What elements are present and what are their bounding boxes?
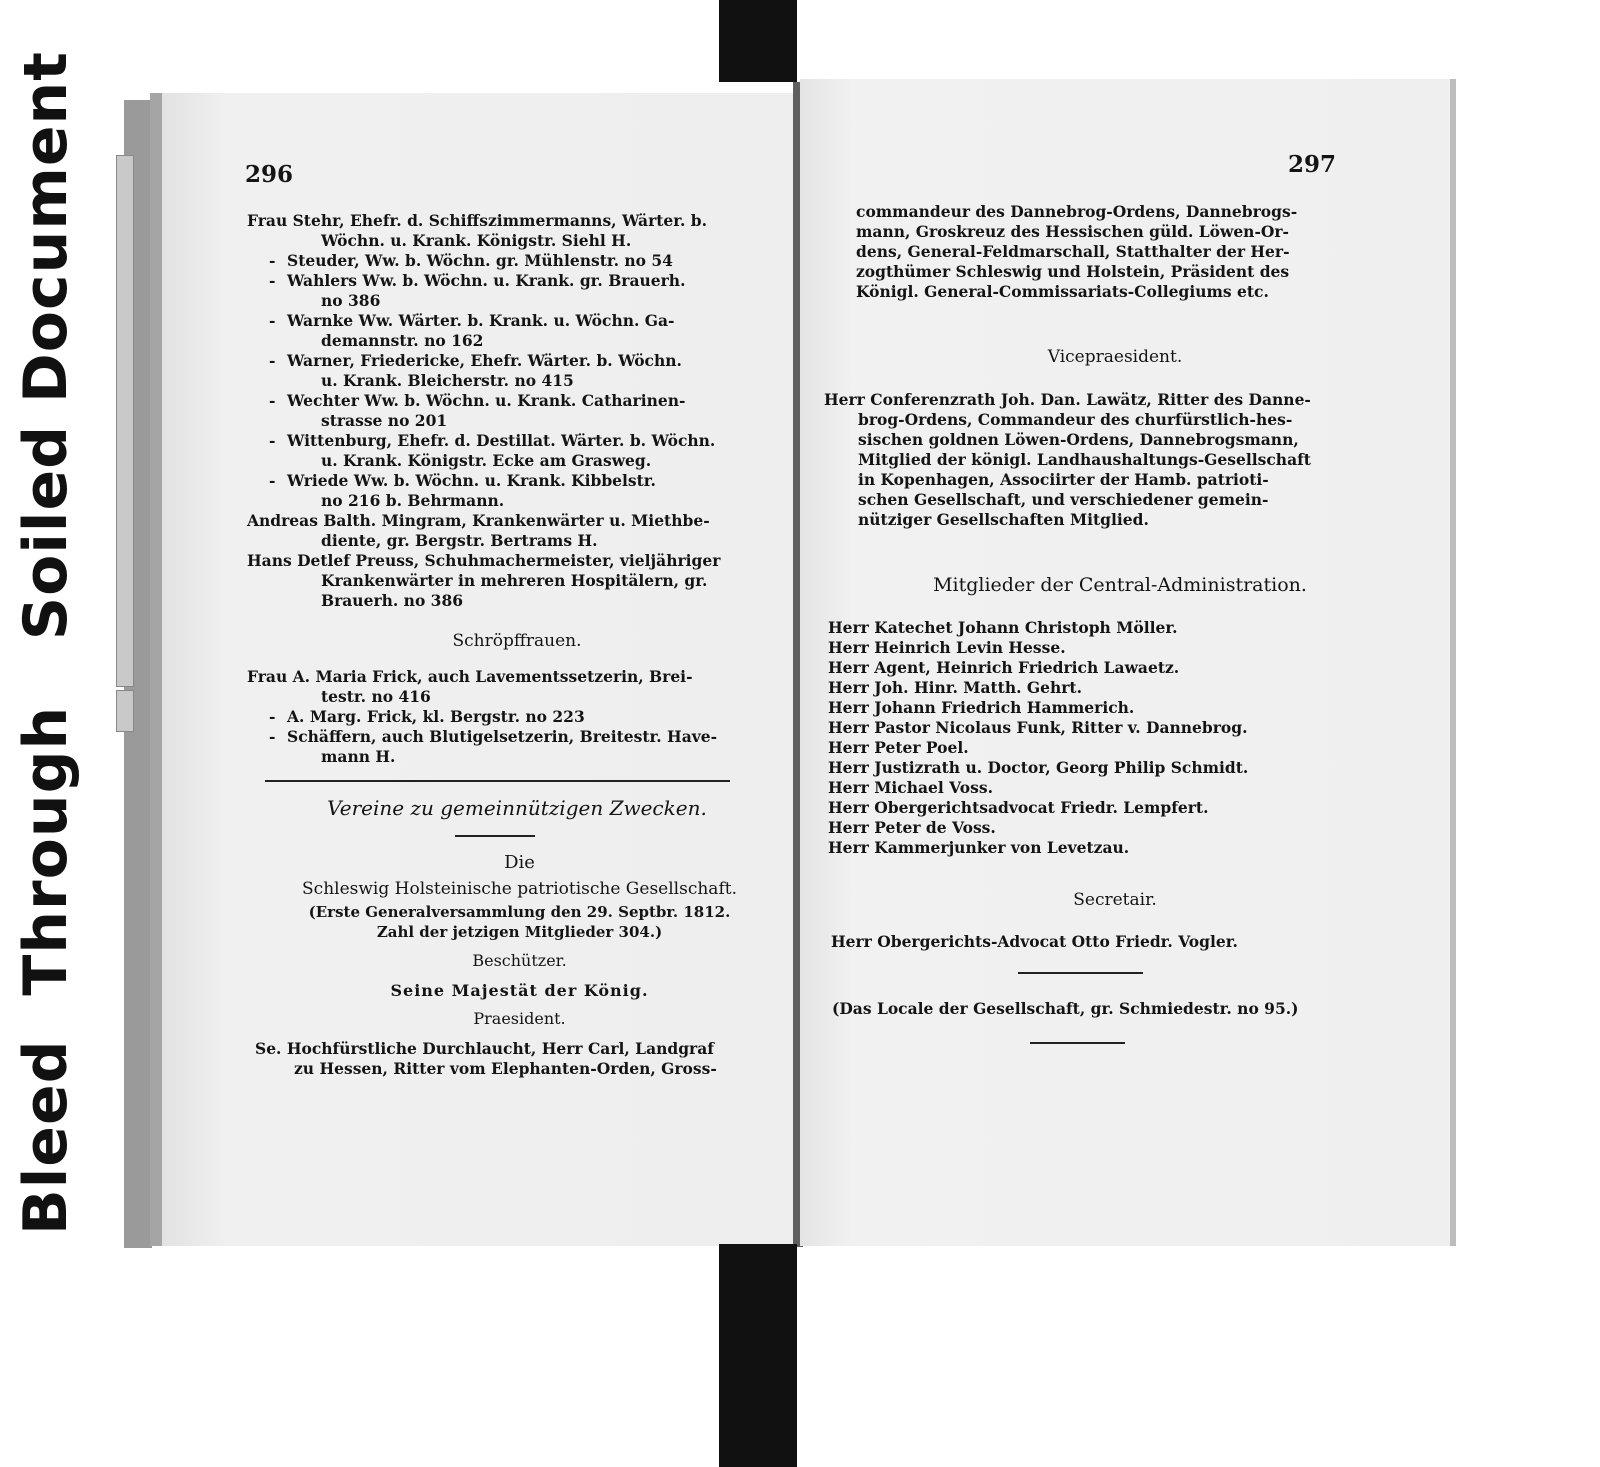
- list-entry: [247, 351, 787, 391]
- entry-text: Warner, Friedericke, Ehefr. Wärter. b. Wöchn.: [287, 351, 682, 370]
- admin-member: Herr Obergerichtsadvocat Friedr. Lempfert.: [828, 798, 1209, 817]
- heading-schroepffrauen: Schröpffrauen.: [452, 631, 582, 651]
- list-entry: [247, 707, 787, 727]
- society-name: Schleswig Holsteinische patriotische Gesellschaft.: [302, 879, 737, 899]
- entry-first-line: [247, 707, 787, 727]
- entry-continuation: no 386: [321, 291, 381, 310]
- list-entry: [247, 211, 787, 251]
- admin-member: Herr Katechet Johann Christoph Möller.: [828, 618, 1178, 637]
- heading-central-administration: Mitglieder der Central-Administration.: [933, 574, 1307, 596]
- list-entry: [247, 471, 787, 511]
- vicepraesident-line: Mitglied der königl. Landhaushaltungs-Gesellschaft: [858, 450, 1311, 469]
- list-entry: [247, 431, 787, 471]
- entry-dash: -: [269, 727, 276, 746]
- entry-first-line: [247, 251, 787, 271]
- entry-continuation: diente, gr. Bergstr. Bertrams H.: [321, 531, 598, 550]
- list-entry: [247, 667, 787, 707]
- die-label: Die: [504, 852, 535, 873]
- entry-lead: Frau A.: [247, 667, 311, 686]
- entry-first-line: [247, 431, 787, 451]
- locale-line: (Das Locale der Gesellschaft, gr. Schmiedestr. no 95.): [832, 999, 1299, 1018]
- entry-dash: -: [269, 707, 276, 726]
- entry-text: Wahlers Ww. b. Wöchn. u. Krank. gr. Brauerh.: [287, 271, 686, 290]
- entry-dash: -: [269, 351, 276, 370]
- continuation-line: commandeur des Dannebrog-Ordens, Dannebrogs-: [856, 202, 1298, 221]
- entry-continuation: no 216 b. Behrmann.: [321, 491, 505, 510]
- praesident-continuation: [856, 202, 1386, 302]
- entry-continuation: Brauerh. no 386: [321, 591, 464, 610]
- continuation-line: zogthümer Schleswig und Holstein, Präsident des: [856, 262, 1290, 281]
- heading-secretair: Secretair.: [1073, 890, 1157, 910]
- section-title: Vereine zu gemeinnützigen Zwecken.: [327, 796, 707, 820]
- secretair-name: Herr Obergerichts-Advocat Otto Friedr. Vogler.: [831, 932, 1238, 951]
- continuation-line: dens, General-Feldmarschall, Statthalter der Her-: [856, 242, 1290, 261]
- entry-continuation: strasse no 201: [321, 411, 448, 430]
- entry-continuation: Krankenwärter in mehreren Hospitälern, gr.: [321, 571, 708, 590]
- entry-continuation: testr. no 416: [321, 687, 431, 706]
- list-entry: [247, 251, 787, 271]
- entry-text: Wittenburg, Ehefr. d. Destillat. Wärter. b. Wöchn.: [287, 431, 716, 450]
- admin-member: Herr Pastor Nicolaus Funk, Ritter v. Dannebrog.: [828, 718, 1248, 737]
- admin-member: Herr Heinrich Levin Hesse.: [828, 638, 1066, 657]
- entry-first-line: [247, 391, 787, 411]
- entry-continuation: u. Krank. Bleicherstr. no 415: [321, 371, 574, 390]
- admin-member: Herr Peter Poel.: [828, 738, 969, 757]
- entry-text: Schäffern, auch Blutigelsetzerin, Breitestr. Have-: [287, 727, 718, 746]
- founded-line: (Erste Generalversammlung den 29. Septbr. 1812.: [308, 903, 731, 921]
- entry-first-line: [247, 471, 787, 491]
- admin-member: Herr Kammerjunker von Levetzau.: [828, 838, 1130, 857]
- vicepraesident-line: in Kopenhagen, Associirter der Hamb. patrioti-: [858, 470, 1269, 489]
- locale-rule-bottom: [1030, 1042, 1125, 1044]
- vicepraesident-line: schen Gesellschaft, und verschiedener gemein-: [858, 490, 1269, 509]
- admin-member: Herr Justizrath u. Doctor, Georg Philip Schmidt.: [828, 758, 1249, 777]
- entry-lead: Frau Stehr,: [247, 211, 345, 230]
- continuation-line: mann, Groskreuz des Hessischen güld. Löwen-Or-: [856, 222, 1289, 241]
- heading-beschuetzer: Beschützer.: [472, 951, 567, 970]
- page-tab: [116, 155, 134, 687]
- entry-text: A. Marg. Frick, kl. Bergstr. no 223: [287, 707, 585, 726]
- entry-text: Hans Detlef Preuss, Schuhmachermeister, vieljähriger: [247, 551, 721, 570]
- page-tab-lower: [116, 690, 134, 732]
- schroepf-list: [247, 667, 787, 767]
- admin-member: Herr Michael Voss.: [828, 778, 993, 797]
- members-line: Zahl der jetzigen Mitglieder 304.): [376, 923, 663, 941]
- title-rule: [455, 835, 535, 837]
- attendant-list: [247, 211, 787, 611]
- praesident-line-2: zu Hessen, Ritter vom Elephanten-Orden, Gross-: [294, 1059, 717, 1078]
- binding-top: [719, 0, 797, 82]
- entry-first-line: [247, 271, 787, 291]
- entry-dash: -: [269, 271, 276, 290]
- entry-dash: -: [269, 471, 276, 490]
- heading-vicepraesident: Vicepraesident.: [1047, 347, 1183, 367]
- list-entry: [247, 727, 787, 767]
- entry-text: Steuder, Ww. b. Wöchn. gr. Mühlenstr. no 54: [287, 251, 673, 270]
- right-page: [800, 79, 1450, 1246]
- locale-rule-top: [1018, 972, 1143, 974]
- entry-first-line: [247, 511, 787, 531]
- list-entry: [247, 511, 787, 551]
- left-page: [150, 93, 807, 1246]
- entry-continuation: mann H.: [321, 747, 396, 766]
- side-label: Bleed Through Soiled Document: [11, 51, 81, 1235]
- king-line: Seine Majestät der König.: [390, 981, 649, 1000]
- admin-members-list: [828, 618, 1388, 858]
- entry-first-line: [247, 351, 787, 371]
- page-number-left: 296: [245, 161, 294, 188]
- vicepraesident-line: Herr Conferenzrath Joh. Dan. Lawätz, Ritter des Danne-: [824, 390, 1311, 409]
- list-entry: [247, 271, 787, 311]
- entry-text: Andreas Balth. Mingram, Krankenwärter u. Miethbe-: [247, 511, 710, 530]
- binding-bottom: [719, 1244, 797, 1467]
- entry-first-line: [247, 311, 787, 331]
- page-number-right: 297: [1288, 151, 1337, 178]
- section-rule: [265, 780, 730, 782]
- entry-text: Wechter Ww. b. Wöchn. u. Krank. Catharinen-: [287, 391, 686, 410]
- praesident-line-1: Se. Hochfürstliche Durchlaucht, Herr Carl, Landgraf: [255, 1039, 714, 1058]
- entry-text: Wriede Ww. b. Wöchn. u. Krank. Kibbelstr.: [287, 471, 656, 490]
- entry-text: Maria Frick, auch Lavementssetzerin, Brei-: [315, 667, 693, 686]
- entry-continuation: demannstr. no 162: [321, 331, 484, 350]
- entry-text: Ehefr. d. Schiffszimmermanns, Wärter. b.: [349, 211, 708, 230]
- continuation-line: Königl. General-Commissariats-Collegiums etc.: [856, 282, 1269, 301]
- entry-continuation: u. Krank. Königstr. Ecke am Grasweg.: [321, 451, 652, 470]
- list-entry: [247, 551, 787, 611]
- entry-first-line: [247, 551, 787, 571]
- vicepraesident-line: sischen goldnen Löwen-Ordens, Dannebrogsmann,: [858, 430, 1299, 449]
- heading-praesident: Praesident.: [473, 1009, 566, 1028]
- vicepraesident-line: nütziger Gesellschaften Mitglied.: [858, 510, 1149, 529]
- list-entry: [247, 311, 787, 351]
- admin-member: Herr Joh. Hinr. Matth. Gehrt.: [828, 678, 1082, 697]
- admin-member: Herr Agent, Heinrich Friedrich Lawaetz.: [828, 658, 1180, 677]
- entry-continuation: Wöchn. u. Krank. Königstr. Siehl H.: [321, 231, 632, 250]
- entry-dash: -: [269, 251, 276, 270]
- entry-dash: -: [269, 311, 276, 330]
- list-entry: [247, 391, 787, 431]
- entry-first-line: [247, 211, 787, 231]
- vicepraesident-text: [824, 390, 1384, 530]
- vicepraesident-line: brog-Ordens, Commandeur des churfürstlich-hes-: [858, 410, 1293, 429]
- admin-member: Herr Peter de Voss.: [828, 818, 996, 837]
- entry-dash: -: [269, 431, 276, 450]
- entry-dash: -: [269, 391, 276, 410]
- entry-text: Warnke Ww. Wärter. b. Krank. u. Wöchn. Ga-: [287, 311, 675, 330]
- entry-first-line: [247, 667, 787, 687]
- entry-first-line: [247, 727, 787, 747]
- admin-member: Herr Johann Friedrich Hammerich.: [828, 698, 1135, 717]
